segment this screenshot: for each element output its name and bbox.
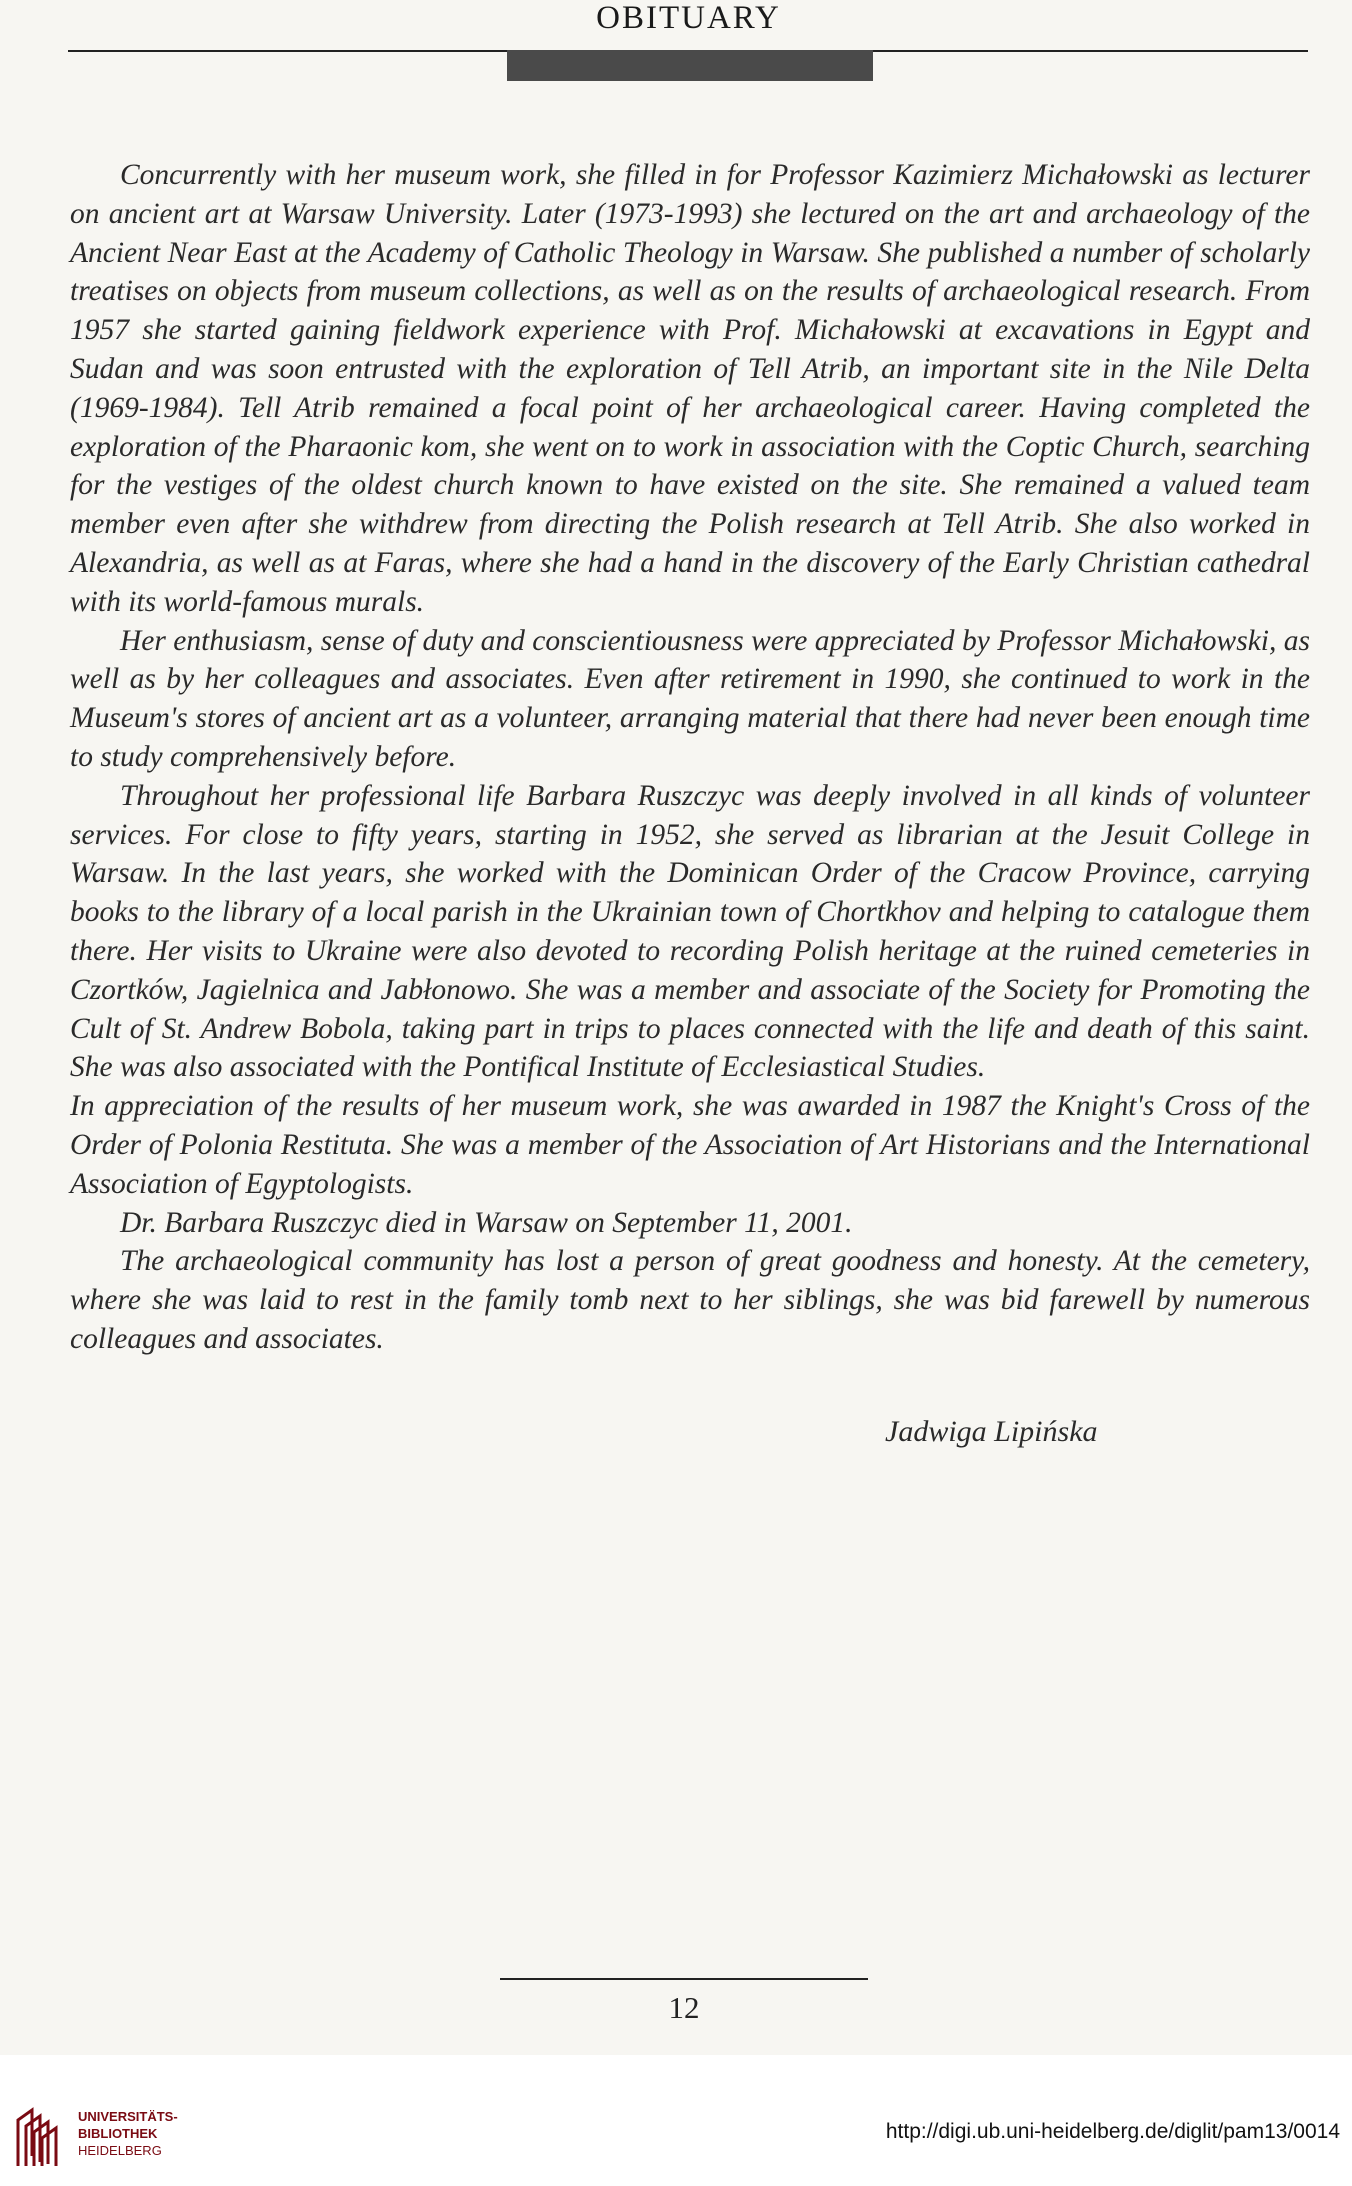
body-text	[70, 156, 1310, 1359]
author-signature: Jadwiga Lipińska	[885, 1415, 1098, 1448]
footer-rule	[500, 1978, 868, 1980]
library-name-line: HEIDELBERG	[78, 2143, 162, 2158]
page-number: 12	[668, 1990, 700, 2025]
library-name-line: UNIVERSITÄTS-	[78, 2109, 178, 2124]
running-header: OBITUARY	[596, 0, 781, 36]
source-url-link[interactable]: http://digi.ub.uni-heidelberg.de/diglit/pam13/0014	[885, 2120, 1340, 2143]
paragraph: The archaeological community has lost a person of great goodness and honesty. At the cemetery, where she was laid to rest in the family tomb next to her siblings, she was bid farewell by numerous colleagues and associates.	[70, 1245, 1310, 1355]
library-logo-icon	[10, 2106, 60, 2168]
paragraph: Throughout her professional life Barbara Ruszczyc was deeply involved in all kinds of volunteer services. For close to fifty years, starting in 1952, she served as librarian at the Jesuit College in Warsaw. In the last years, she worked with the Dominican Order of the Cracow Province, carrying books to the library of a local parish in the Ukrainian town of Chortkhov and helping to catalogue them there. Her visits to Ukraine were also devoted to recording Polish heritage at the ruined cemeteries in Czortków, Jagielnica and Jabłonowo. She was a member and associate of the Society for Promoting the Cult of St. Andrew Bobola, taking part in trips to places connected with the life and death of this saint. She was also associated with the Pontifical Institute of Ecclesiastical Studies.	[70, 779, 1310, 1084]
library-name-line: BIBLIOTHEK	[78, 2126, 158, 2141]
paragraph: In appreciation of the results of her museum work, she was awarded in 1987 the Knight's Cross of the Order of Polonia Restituta. She was a member of the Association of Art Historians and the International Association of Egyptologists.	[70, 1090, 1310, 1200]
paragraph: Her enthusiasm, sense of duty and conscientiousness were appreciated by Professor Michałowski, as well as by her colleagues and associates. Even after retirement in 1990, she continued to work in the Museum's stores of ancient art as a volunteer, arranging material that there had never been enough time to study comprehensively before.	[70, 624, 1310, 773]
library-footer	[0, 2090, 1352, 2186]
library-name	[78, 2108, 178, 2159]
header-bar	[507, 50, 873, 81]
paragraph: Dr. Barbara Ruszczyc died in Warsaw on September 11, 2001.	[120, 1206, 853, 1239]
paragraph: Concurrently with her museum work, she filled in for Professor Kazimierz Michałowski as lecturer on ancient art at Warsaw University. Later (1973-1993) she lectured on the art and archaeology of the Ancient Near East at the Academy of Catholic Theology in Warsaw. She published a number of scholarly treatises on objects from museum collections, as well as on the results of archaeological research. From 1957 she started gaining fieldwork experience with Prof. Michałowski at excavations in Egypt and Sudan and was soon entrusted with the exploration of Tell Atrib, an important site in the Nile Delta (1969-1984). Tell Atrib remained a focal point of her archaeological career. Having completed the exploration of the Pharaonic kom, she went on to work in association with the Coptic Church, searching for the vestiges of the oldest church known to have existed on the site. She remained a valued team member even after she withdrew from directing the Polish research at Tell Atrib. She also worked in Alexandria, as well as at Faras, where she had a hand in the discovery of the Early Christian cathedral with its world-famous murals.	[70, 159, 1310, 618]
